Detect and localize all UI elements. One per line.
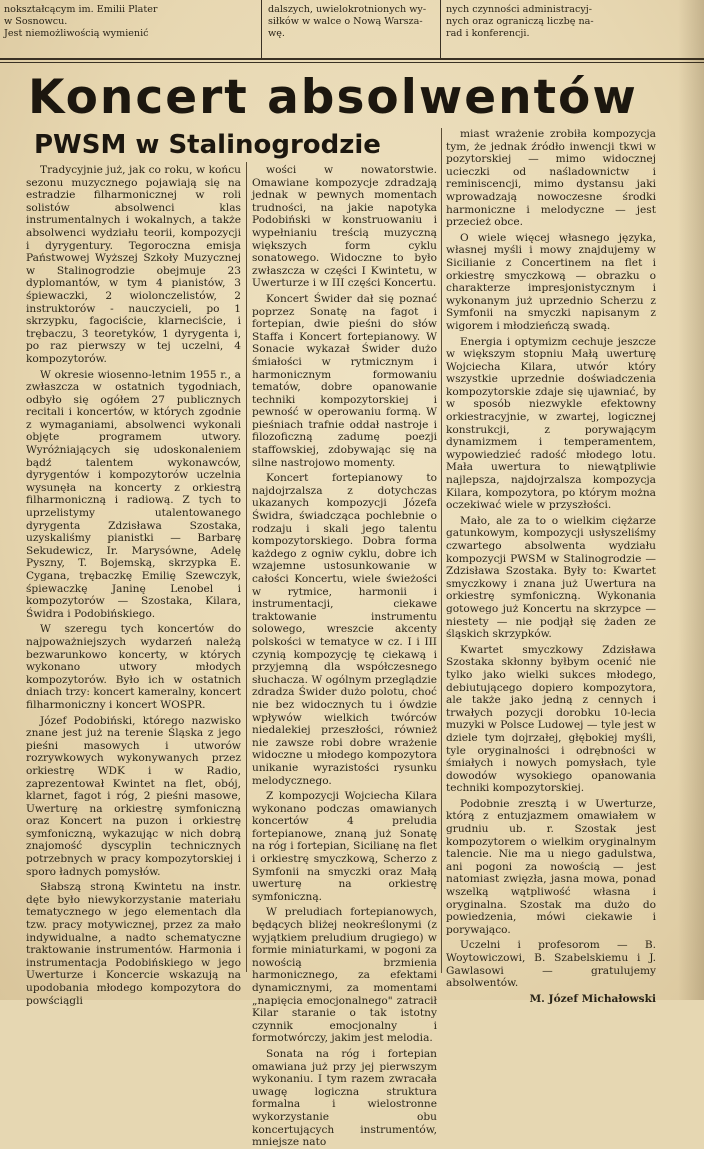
paragraph: Energia i optymizm cechuje jeszcze w większym stopniu Małą uwerturę Wojciecha Kilara, utwór który wszystkie uprzednie doświadczenia kompozytorskie zdaje się ujawniać, by w sposób niezwykle efektowny orkiestracyjnie, w zwartej, logicznej konstrukcji, z porywającym dynamizmem i temperamentem, wypowiedzieć radość młodego lotu. Mała uwertura to niewątpliwie najlepsza, najdojrzalsza kompozycja Kilara, kompozytora, po którym można oczekiwać wiele w przyszłości. (446, 335, 656, 512)
article-column-2 (252, 164, 437, 1149)
column-divider-2 (441, 128, 442, 973)
paragraph: W preludiach fortepianowych, będących bliżej neokreślonymi (z wyjątkiem preludium drugiego) w formie miniaturkami, w pogoni za nowością brzmienia harmonicznego, za efektami dynamicznymi, za momentami „napięcia emocjonalnego" zatracił Kilar staranie o tak istotny czynnik emocjonalny i formotwórczy, jakim jest melodia. (252, 906, 437, 1045)
column-divider-1 (246, 162, 247, 972)
paragraph: Józef Podobiński, którego nazwisko znane jest już na terenie Śląska z jego pieśni masowych i utworów rozrywkowych wykonywanych przez orkiestrę WDK i w Radio, zaprezentował Kwintet na flet, obój, klarnet, fagot i róg, 2 pieśni masowe, Uwerturę na orkiestrę symfoniczną oraz Koncert na puzon i orkiestrę symfoniczną, wykazując w nich dobrą znajomość dyscyplin technicznych potrzebnych w pracy kompozytorskiej i sporo ładnych pomysłów. (26, 714, 241, 878)
paragraph: Sonata na róg i fortepian omawiana już przy jej pierwszym wykonaniu. I tym razem zwracała uwagę logiczna struktura formalna i wielostronne wykorzystanie obu koncertujących instrumentów, mniejsze nato (252, 1047, 437, 1149)
paragraph: Kwartet smyczkowy Zdzisława Szostaka skłonny byłbym ocenić nie tylko jako wielki sukces młodego, debiutującego dopiero kompozytora, ale także jako jedną z cennych i trwałych pozycji dorobku 10-lecia muzyki w Polsce Ludowej — tyle jest w dziele tym dojrzałej, głębokiej myśli, tyle oryginalności i odrębności w śmiałych i nowych pomysłach, tyle dowodów wysokiego opanowania techniki kompozytorskiej. (446, 643, 656, 795)
paragraph: Słabszą stroną Kwintetu na instr. dęte było niewykorzystanie materiału tematycznego w jego elementach dla tzw. pracy motywicznej, przez za mało indywidualne, a nadto schematyczne traktowanie instrumentów. Harmonia i instrumentacja Podobińskiego w jego Uwerturze i Koncercie wskazują na upodobania młodego kompozytora do powściągli (26, 881, 241, 1007)
top-col-1: nokształcącym im. Emilii Plater w Sosnowcu. Jest niemożliwością wymienić (4, 4, 158, 39)
paragraph: Koncert Świder dał się poznać poprzez Sonatę na fagot i fortepian, dwie pieśni do słów Staffa i Koncert fortepianowy. W Sonacie wykazał Świder dużo śmiałości w rytmicznym i harmonicznym formowaniu tematów, dobre opanowanie techniki kompozytorskiej i pewność w operowaniu formą. W pieśniach trafnie oddał nastroje i filozoficzną zadumę poezji staffowskiej, zdobywając się na silne nastrojowo momenty. (252, 292, 437, 469)
section-rule-thin (0, 62, 704, 63)
paragraph: Mało, ale za to o wielkim ciężarze gatunkowym, kompozycji usłyszeliśmy czwartego absolwenta wydziału kompozycji PWSM w Stalinogrodzie — Zdzisława Szostaka. Były to: Kwartet smyczkowy i znana już Uwertura na orkiestrę symfoniczną. Wykonania gotowego już Koncertu na skrzypce — niestety — nie podjął się żaden ze śląskich skrzypków. (446, 514, 656, 641)
paragraph: Tradycyjnie już, jak co roku, w końcu sezonu muzycznego pojawiają się na estradzie filharmonicznej w roli solistów absolwenci klas instrumentalnych i wokalnych, a także absolwenci wydziału teorii, kompozycji i dyrygentury. Tegoroczna emisja Państwowej Wyższej Szkoły Muzycznej w Stalinogrodzie obejmuje 23 dyplomantów, w tym 4 pianistów, 3 śpiewaczki, 2 wiolonczelistów, 2 instruktorów - nauczycieli, po 1 skrzypku, fagociście, klarneciście, i trębaczu, 3 teoretyków, 1 dyrygenta i, po raz pierwszy w tej uczelni, 4 kompozytorów. (26, 164, 241, 365)
author-signature: M. Józef Michałowski (529, 992, 656, 1005)
top-divider-1 (261, 0, 262, 58)
headline: Koncert absolwentów (28, 70, 638, 125)
paragraph: W okresie wiosenno-letnim 1955 r., a zwłaszcza w ostatnich tygodniach, odbyło się ogółem 27 publicznych recitali i koncertów, w których zgodnie z wymaganiami, absolwenci wykonali objęte programem utwory. Wyróżniających się udoskonaleniem bądź talentem wykonawców, dyrygentów i kompozytorów uczelnia wysunęła na koncerty z orkiestrą filharmoniczną i radiową. Z tych to uprzelistymy utalentowanego dyrygenta Zdzisława Szostaka, uzyskaliśmy pianistki — Barbarę Sekudewicz, Ir. Marysówne, Adelę Pyszny, T. Bojemską, skrzypka E. Cygana, trębaczkę Emilię Szewczyk, śpiewaczkę Janinę Lenobel i kompozytorów — Szostaka, Kilara, Świdra i Podobińskiego. (26, 368, 241, 620)
paragraph: Uczelni i profesorom — B. Woytowiczowi, B. Szabelskiemu i J. Gawlasowi — gratulujemy absolwentów. (446, 939, 656, 990)
subheadline: PWSM w Stalinogrodzie (34, 130, 381, 160)
paragraph: Z kompozycji Wojciecha Kilara wykonano podczas omawianych koncertów 4 preludia fortepianowe, znaną już Sonatę na róg i fortepian, Sicilianę na flet i orkiestrę smyczkową, Scherzo z Symfonii na smyczki oraz Małą uwerturę na orkiestrę symfoniczną. (252, 790, 437, 903)
page-edge-shadow (678, 0, 704, 1000)
paragraph: W szeregu tych koncertów do najpoważniejszych wydarzeń należą bezwarunkowo koncerty, w których wykonano utwory młodych kompozytorów. Było ich w ostatnich dniach trzy: koncert kameralny, koncert filharmoniczny i koncert WOSPR. (26, 623, 241, 711)
paragraph: Koncert fortepianowy to najdojrzalsza z dotychczas ukazanych kompozycji Józefa Świdra, świadcząca pochlebnie o rodzaju i skali jego talentu kompozytorskiego. Dobra forma każdego z ogniw cyklu, dobre ich wzajemne ustosunkowanie w całości Koncertu, wiele świeżości w rytmice, harmonii i instrumentacji, ciekawe traktowanie instrumentu solowego, wreszcie akcenty polskości w tematyce w cz. I i III czynią kompozycję tę ciekawą i przyjemną dla współczesnego słuchacza. W ogólnym przeglądzie zdradza Świder dużo polotu, choć nie bez widocznych tu i ówdzie wpływów wielkich twórców niedalekiej przeszłości, również nie zawsze robi dobre wrażenie widoczne u młodego kompozytora unikanie wyrazistości rysunku melodycznego. (252, 472, 437, 787)
previous-article-strip (0, 0, 704, 62)
section-rule (0, 58, 704, 60)
paragraph: O wiele więcej własnego języka, własnej myśli i mowy znajdujemy w Sicilianie z Concertinem na flet i orkiestrę smyczkową — obrazku o charakterze impresjonistycznym i wykonanym już uprzednio Scherzu z Symfonii na smyczki napisanym z wigorem i młodzieńczą swadą. (446, 231, 656, 332)
paragraph: Podobnie zresztą i w Uwerturze, którą z entuzjazmem omawiałem w grudniu ub. r. Szostak jest kompozytorem o wielkim oryginalnym talencie. Nie ma u niego gadulstwa, ani pogoni za nowością — jest natomiast zwięzła, jasna mowa, ponad wszelką wątpliwość własna i oryginalna. Szostak ma dużo do powiedzenia, mówi ciekawie i porywająco. (446, 797, 656, 936)
top-col-3: nych czynności administracyj- nych oraz ograniczą liczbę na- rad i konferencji. (446, 4, 594, 39)
paragraph: miast wrażenie zrobiła kompozycja tym, że jednak źródło inwencji tkwi w pozytorskiej — mimo widocznej ucieczki od naśladownictw i reminiscencji, mimo dystansu jaki wprowadzają nowoczesne środki harmoniczne i melodyczne — jest przecież obce. (446, 128, 656, 229)
article-column-1 (26, 164, 241, 1007)
top-divider-2 (440, 0, 441, 58)
paragraph: wości w nowatorstwie. Omawiane kompozycje zdradzają jednak w pewnych momentach trudności, na jakie napotyka Podobiński w konstruowaniu i wypełnianiu treścią muzyczną większych form cyklu sonatowego. Widoczne to było zwłaszcza w części I Kwintetu, w Uwerturze i w III części Koncertu. (252, 164, 437, 290)
article-column-3 (446, 128, 656, 1005)
top-col-2: dalszych, uwielokrotnionych wy- siłków w walce o Nową Warsza- wę. (268, 4, 427, 39)
